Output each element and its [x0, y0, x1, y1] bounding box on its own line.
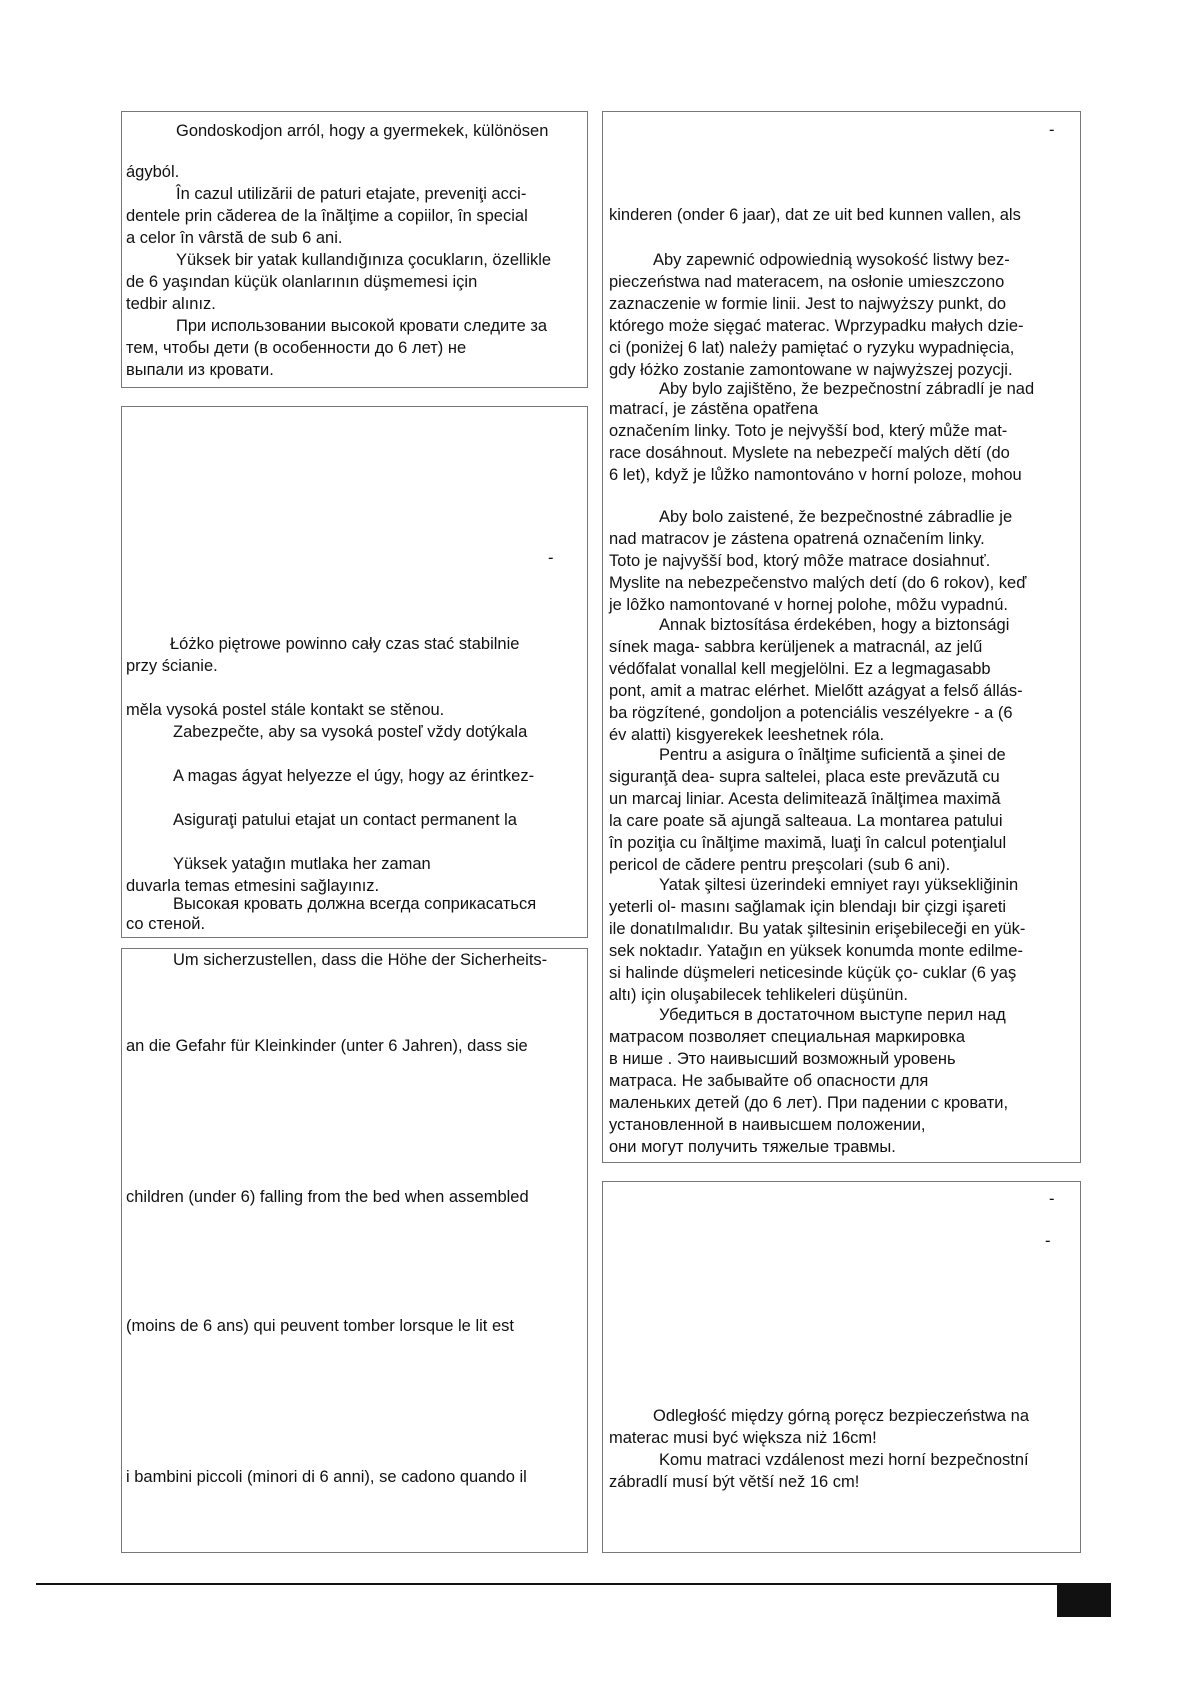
text-line: Um sicherzustellen, dass die Höhe der Sicherheits- — [173, 951, 548, 969]
text-line: установленной в наивысшем положении, — [609, 1116, 926, 1134]
text-line: a celor în vârstă de sub 6 ani. — [126, 229, 343, 247]
text-line: Annak biztosítása érdekében, hogy a biztonsági — [659, 616, 1010, 634]
text-line: dentele prin căderea de la înălţime a copiilor, în special — [126, 207, 528, 225]
text-line: ba rögzítené, gondoljon a potenciális veszélyekre - a (6 — [609, 704, 1013, 722]
text-line: матрасом позволяет специальная маркировка — [609, 1028, 966, 1046]
text-line: Yüksek bir yatak kullandığınıza çocukların, özellikle — [176, 251, 552, 269]
text-line: i bambini piccoli (minori di 6 anni), se cadono quando il — [126, 1468, 527, 1486]
text-line: pieczeństwa nad materacem, na osłonie umieszczono — [609, 273, 1005, 291]
text-line: Pentru a asigura o înălţime suficientă a şinei de — [659, 746, 1006, 764]
text-line: je lôžko namontované v hornej polohe, môžu vypadnú. — [609, 596, 1009, 614]
text-box-mattress-distance — [602, 1181, 1081, 1553]
text-line: race dosáhnout. Myslete na nebezpečí malých dětí (do — [609, 444, 1010, 462]
text-line: którego może sięgać materac. Wprzypadku małych dzie- — [609, 317, 1024, 335]
text-line: тем, чтобы дети (в особенности до 6 лет) не — [126, 339, 467, 357]
text-line: 6 let), když je lůžko namontováno v horní poloze, mohou — [609, 466, 1022, 484]
text-line: в нише . Это наивысший возможный уровень — [609, 1050, 956, 1068]
text-line: Asiguraţi patului etajat un contact permanent la — [173, 811, 517, 829]
text-line: duvarla temas etmesini sağlayınız. — [126, 877, 380, 895]
text-line: Убедиться в достаточном выступе перил над — [659, 1006, 1006, 1024]
text-line: În cazul utilizării de paturi etajate, preveniţi acci- — [176, 185, 527, 203]
text-line: Odległość między górną poręcz bezpieczeństwa na — [653, 1407, 1030, 1425]
text-line: ci (poniżej 6 lat) należy pamiętać o ryzyku wypadnięcia, — [609, 339, 1015, 357]
dash-mark: - — [1045, 1232, 1051, 1250]
text-line: označením linky. Toto je nejvyšší bod, který může mat- — [609, 422, 1008, 440]
text-line: A magas ágyat helyezze el úgy, hogy az érintkez- — [173, 767, 535, 785]
text-line: маленьких детей (до 6 лет). При падении с кровати, — [609, 1094, 1009, 1112]
text-line: Łóżko piętrowe powinno cały czas stać stabilnie — [170, 635, 520, 653]
text-line: materac musi być większa niż 16cm! — [609, 1429, 877, 1447]
text-line: siguranţă dea- supra saltelei, placa este prevăzută cu — [609, 768, 1000, 786]
text-box-rail-height — [121, 948, 588, 1553]
text-line: (moins de 6 ans) qui peuvent tomber lorsque le lit est — [126, 1317, 514, 1335]
text-line: gdy łóżko zostanie zamontowane w najwyższej pozycji. — [609, 361, 1013, 379]
text-line: ile donatılmalıdır. Bu yatak şiltesinin erişebileceği en yük- — [609, 920, 1026, 938]
text-line: Komu matraci vzdálenost mezi horní bezpečnostní — [659, 1451, 1029, 1469]
text-line: altı) için oluşabilecek tehlikeleri düşünün. — [609, 986, 908, 1004]
text-line: При использовании высокой кровати следите за — [176, 317, 548, 335]
text-line: de 6 yaşından küçük olanlarının düşmemesi için — [126, 273, 478, 291]
text-line: zábradlí musí být větší než 16 cm! — [609, 1473, 860, 1491]
text-line: Aby zapewnić odpowiednią wysokość listwy bez- — [653, 251, 1010, 269]
text-line: выпали из кровати. — [126, 361, 274, 379]
page-number-block — [1057, 1583, 1111, 1617]
text-line: matrací, je zástěna opatřena — [609, 400, 819, 418]
text-line: Toto je najvyšší bod, ktorý môže matrace dosiahnuť. — [609, 552, 991, 570]
text-line: sínek maga- sabbra kerüljenek a matracnál, az jelű — [609, 638, 983, 656]
text-line: ágyból. — [126, 163, 180, 181]
text-line: în poziţia cu înălţime maximă, luaţi în calcul potenţialul — [609, 834, 1007, 852]
text-line: la care poate să ajungă salteaua. La montarea patului — [609, 812, 1003, 830]
text-line: Aby bolo zaistené, že bezpečnostné zábradlie je — [659, 508, 1013, 526]
text-box-wall-contact — [121, 406, 588, 938]
text-line: Aby bylo zajištěno, že bezpečnostní zábradlí je nad — [659, 380, 1035, 398]
dash-mark: - — [1049, 1190, 1055, 1208]
dash-mark: - — [548, 549, 554, 567]
footer-rule — [36, 1583, 1111, 1585]
text-box-fall-warning — [121, 111, 588, 388]
text-line: pericol de cădere pentru preşcolari (sub 6 ani). — [609, 856, 951, 874]
text-line: матраса. Не забывайте об опасности для — [609, 1072, 929, 1090]
text-line: kinderen (onder 6 jaar), dat ze uit bed kunnen vallen, als — [609, 206, 1021, 224]
text-line: un marcaj liniar. Acesta delimitează înălţimea maximă — [609, 790, 1001, 808]
text-line: Yüksek yatağın mutlaka her zaman — [173, 855, 431, 873]
text-line: nad matracov je zástena opatrená označením linky. — [609, 530, 985, 548]
text-line: zaznaczenie w formie linii. Jest to najwyższy punkt, do — [609, 295, 1007, 313]
text-line: pont, amit a matrac elérhet. Mielőtt azágyat a felső állás- — [609, 682, 1023, 700]
text-line: védőfalat vonallal kell megjelölni. Ez a legmagasabb — [609, 660, 991, 678]
text-line: an die Gefahr für Kleinkinder (unter 6 Jahren), dass sie — [126, 1037, 528, 1055]
text-box-marking-line — [602, 111, 1081, 1163]
text-line: Gondoskodjon arról, hogy a gyermekek, különösen — [176, 122, 549, 140]
text-line: Yatak şiltesi üzerindeki emniyet rayı yüksekliğinin — [659, 876, 1019, 894]
text-line: si halinde düşmeleri neticesinde küçük ço- cuklar (6 yaş — [609, 964, 1017, 982]
text-line: měla vysoká postel stále kontakt se stěnou. — [126, 701, 445, 719]
text-line: yeterli ol- masını sağlamak için blendajı bir çizgi işareti — [609, 898, 1007, 916]
text-line: children (under 6) falling from the bed when assembled — [126, 1188, 529, 1206]
dash-mark: - — [1049, 121, 1055, 139]
text-line: Zabezpečte, aby sa vysoká posteľ vždy dotýkala — [173, 723, 528, 741]
text-line: przy ścianie. — [126, 657, 218, 675]
text-line: со стеной. — [126, 915, 206, 933]
text-line: tedbir alınız. — [126, 295, 216, 313]
text-line: Высокая кровать должна всегда соприкасаться — [173, 895, 537, 913]
text-line: sek noktadır. Yatağın en yüksek konumda monte edilme- — [609, 942, 1023, 960]
text-line: они могут получить тяжелые травмы. — [609, 1138, 896, 1156]
text-line: Myslite na nebezpečenstvo malých detí (do 6 rokov), keď — [609, 574, 1027, 592]
text-line: év alatti) kisgyerekek leeshetnek róla. — [609, 726, 885, 744]
